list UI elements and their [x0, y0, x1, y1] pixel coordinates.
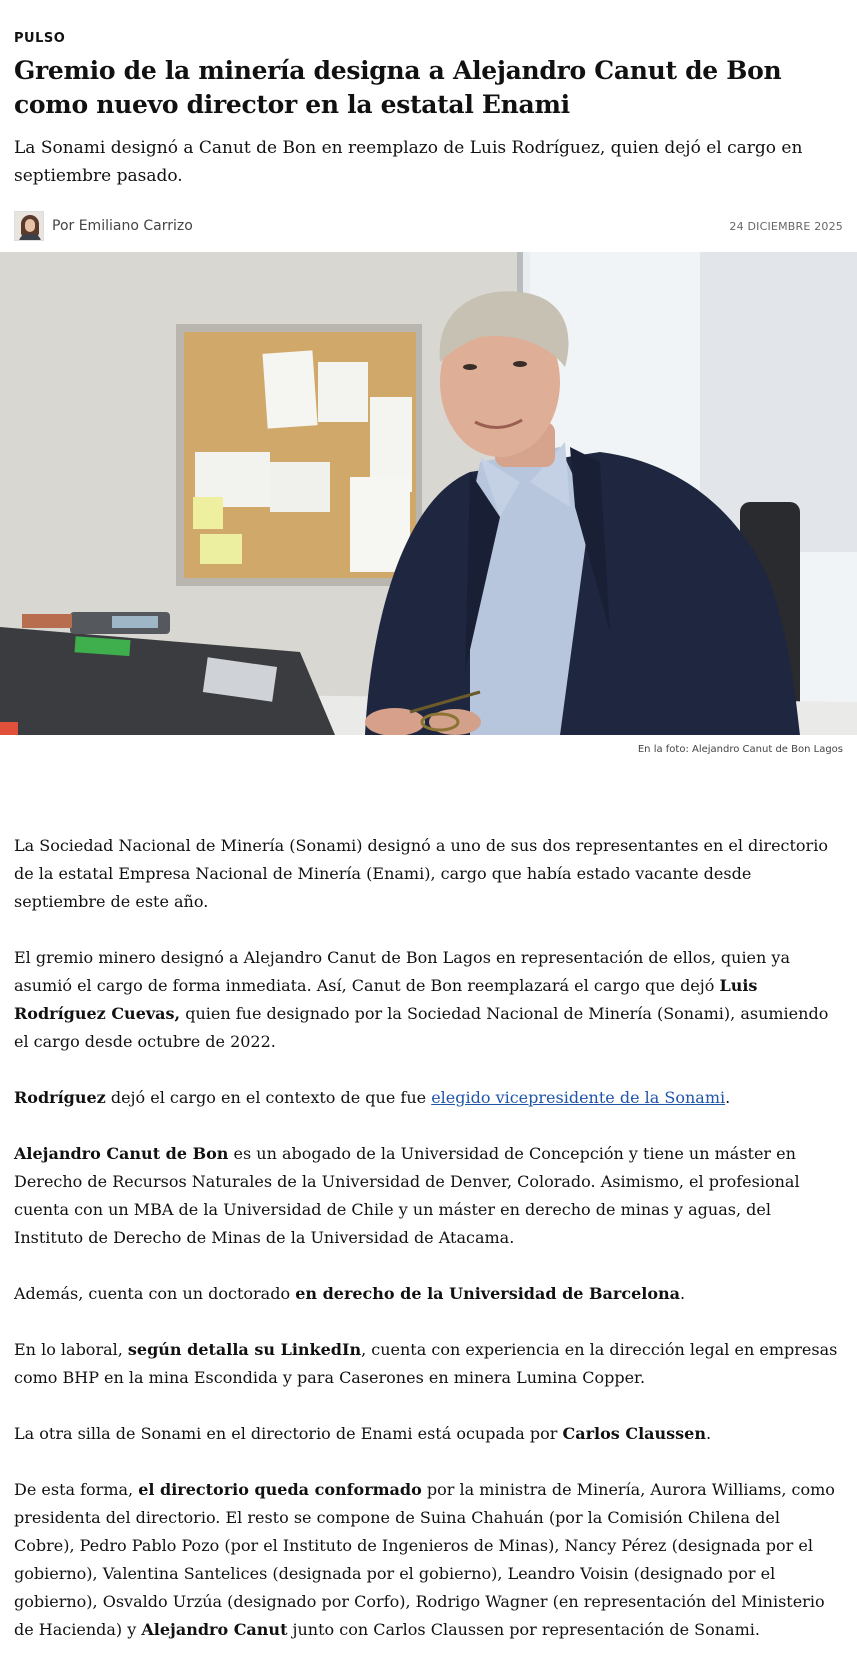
photo-caption: En la foto: Alejandro Canut de Bon Lagos [637, 744, 843, 755]
author-avatar[interactable] [14, 211, 44, 241]
paragraph-7: La otra silla de Sonami en el directorio de Enami está ocupada por Carlos Claussen. [14, 1424, 712, 1443]
paragraph-3: Rodríguez dejó el cargo en el contexto de que fue elegido vicepresidente de la Sonami. [14, 1088, 731, 1107]
paragraph-1: La Sociedad Nacional de Minería (Sonami) designó a uno de sus dos representantes en el directorio de la estatal Empresa Nacional de Minería (Enami), cargo que había estado vacante desde septiembre de este año. [14, 836, 828, 911]
article-body [14, 832, 843, 1672]
byline [14, 210, 843, 242]
author-block[interactable] [14, 211, 193, 241]
paragraph-2: El gremio minero designó a Alejandro Canut de Bon Lagos en representación de ellos, quien ya asumió el cargo de forma inmediata. Así, Canut de Bon reemplazará el cargo que dejó Luis Rodríguez Cuevas, quien fue designado por la Sociedad Nacional de Minería (Sonami), asumiendo el cargo desde octubre de 2022. [14, 948, 829, 1051]
section-label[interactable]: PULSO [14, 31, 66, 46]
sonami-vicepresident-link[interactable]: elegido vicepresidente de la Sonami [431, 1088, 726, 1107]
paragraph-8: De esta forma, el directorio queda conformado por la ministra de Minería, Aurora Williams, como presidenta del directorio. El resto se compone de Suina Chahuán (por la Comisión Chilena del Cobre), Pedro Pablo Pozo (por el Instituto de Ingenieros de Minas), Nancy Pérez (designada por el gobierno), Valentina Santelices (designada por el gobierno), Leandro Voisin (designado por el gobierno), Osvaldo Urzúa (designado por Corfo), Rodrigo Wagner (en representación del Ministerio de Hacienda) y Alejandro Canut junto con Carlos Claussen por representación de Sonami. [14, 1480, 835, 1639]
article-deck: La Sonami designó a Canut de Bon en reemplazo de Luis Rodríguez, quien dejó el cargo en septiembre pasado. [14, 138, 803, 186]
paragraph-5: Además, cuenta con un doctorado en derecho de la Universidad de Barcelona. [14, 1284, 686, 1303]
article-photo [0, 252, 857, 735]
author-name[interactable]: Por Emiliano Carrizo [52, 218, 193, 234]
paragraph-6: En lo laboral, según detalla su LinkedIn, cuenta con experiencia en la dirección legal en empresas como BHP en la mina Escondida y para Caserones en minera Lumina Copper. [14, 1340, 838, 1387]
article-headline: Gremio de la minería designa a Alejandro Canut de Bon como nuevo director en la estatal Enami [14, 56, 782, 119]
paragraph-4: Alejandro Canut de Bon es un abogado de la Universidad de Concepción y tiene un máster en Derecho de Recursos Naturales de la Universidad de Denver, Colorado. Asimismo, el profesional cuenta con un MBA de la Universidad de Chile y un máster en derecho de minas y aguas, del Instituto de Derecho de Minas de la Universidad de Atacama. [14, 1144, 800, 1247]
publish-date: 24 DICIEMBRE 2025 [729, 219, 843, 233]
